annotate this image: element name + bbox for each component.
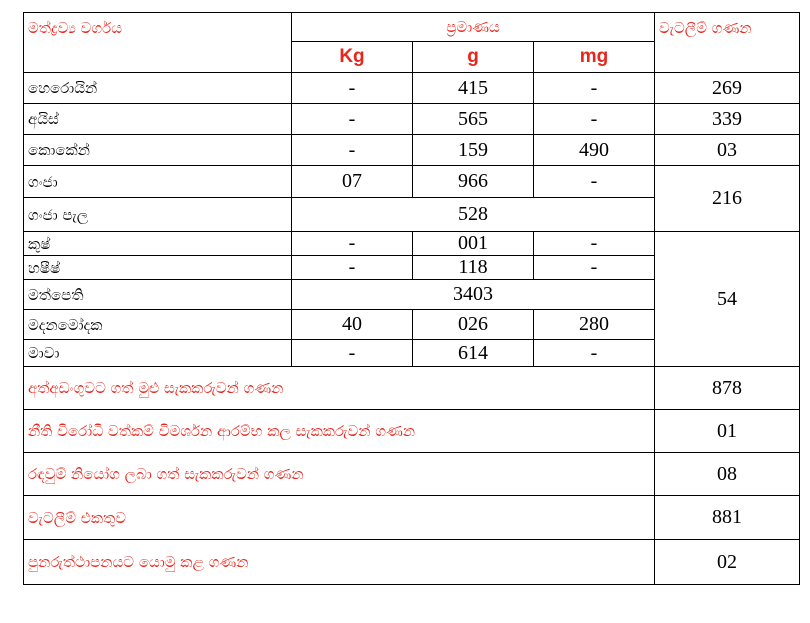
g-value: 118: [413, 256, 534, 280]
mg-value: 280: [534, 310, 655, 340]
drug-name: මාවා: [24, 340, 292, 367]
drug-name: හෂීෂ්: [24, 256, 292, 280]
mg-value: 490: [534, 135, 655, 166]
quantity-header: ප්‍රමාණය: [292, 13, 655, 42]
drug-name: හෙරොයින්: [24, 73, 292, 104]
summary-row: [24, 540, 800, 585]
unit-kg-header: Kg: [292, 42, 413, 73]
g-value: 159: [413, 135, 534, 166]
summary-label: පුනරුත්ථාපනයට යොමු කළ ගණන: [24, 540, 655, 585]
summary-row: [24, 367, 800, 410]
summary-label: වැටලීම් එකතුව: [24, 496, 655, 540]
kg-value: -: [292, 340, 413, 367]
g-value: 001: [413, 232, 534, 256]
kg-value: -: [292, 73, 413, 104]
kg-value: 40: [292, 310, 413, 340]
mg-value: -: [534, 256, 655, 280]
g-value: 026: [413, 310, 534, 340]
mg-value: -: [534, 73, 655, 104]
g-value: 614: [413, 340, 534, 367]
summary-value: 881: [655, 496, 800, 540]
summary-value: 01: [655, 410, 800, 453]
mg-value: -: [534, 232, 655, 256]
summary-row: [24, 496, 800, 540]
table-row: [24, 232, 800, 256]
raids-count-header: වැටලීම් ගණන: [655, 13, 800, 73]
table-row: [24, 73, 800, 104]
kg-value: 07: [292, 166, 413, 198]
drug-name: මත්පෙති: [24, 280, 292, 310]
raids-value: 339: [655, 104, 800, 135]
table-row: [24, 104, 800, 135]
mg-value: -: [534, 166, 655, 198]
kg-value: -: [292, 232, 413, 256]
unit-mg-header: mg: [534, 42, 655, 73]
drug-seizure-table: [23, 12, 800, 585]
drug-name: අයිස්: [24, 104, 292, 135]
summary-value: 878: [655, 367, 800, 410]
raids-value: 54: [655, 232, 800, 367]
g-value: 415: [413, 73, 534, 104]
summary-row: [24, 453, 800, 496]
table-row: [24, 135, 800, 166]
drug-name: කුෂ්: [24, 232, 292, 256]
summary-row: [24, 410, 800, 453]
drug-name: ගංජා පැල: [24, 198, 292, 232]
raids-value: 216: [655, 166, 800, 232]
kg-value: -: [292, 135, 413, 166]
summary-value: 02: [655, 540, 800, 585]
mg-value: -: [534, 104, 655, 135]
g-value: 966: [413, 166, 534, 198]
drug-name: මදනමෝදක: [24, 310, 292, 340]
summary-label: රඳවුම් නියෝග ලබා ගත් සැකකරුවන් ගණන: [24, 453, 655, 496]
unit-g-header: g: [413, 42, 534, 73]
merged-quantity-value: 3403: [292, 280, 655, 310]
raids-value: 269: [655, 73, 800, 104]
merged-quantity-value: 528: [292, 198, 655, 232]
g-value: 565: [413, 104, 534, 135]
drug-name: ගංජා: [24, 166, 292, 198]
summary-value: 08: [655, 453, 800, 496]
mg-value: -: [534, 340, 655, 367]
summary-label: නීති විරෝධී වත්කම් විමර්ශන ආරම්භ කල සැකකරුවන් ගණන: [24, 410, 655, 453]
drug-type-header: මත්ද්‍රව්‍ය වර්ගය: [24, 13, 292, 73]
kg-value: -: [292, 256, 413, 280]
kg-value: -: [292, 104, 413, 135]
table-row: [24, 166, 800, 198]
raids-value: 03: [655, 135, 800, 166]
summary-label: අත්අඩංගුවට ගත් මුළු සැකකරුවන් ගණන: [24, 367, 655, 410]
drug-name: කොකේන්: [24, 135, 292, 166]
